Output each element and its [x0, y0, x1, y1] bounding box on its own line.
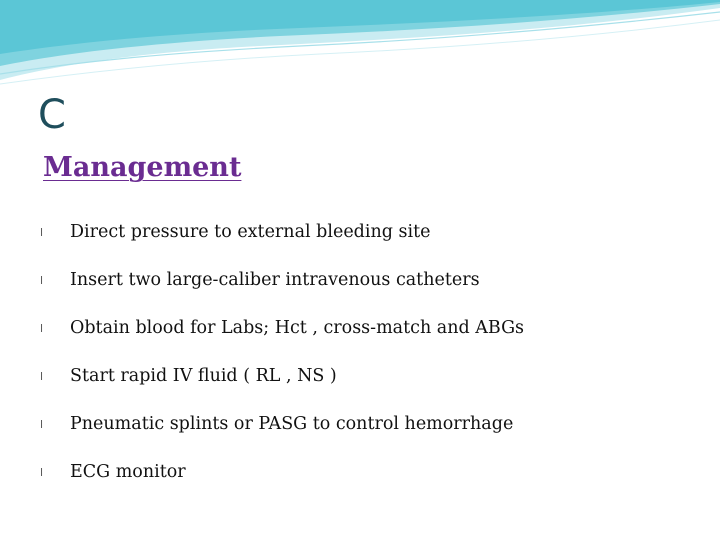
header-wave-decoration: [0, 0, 720, 90]
bullet-list: [40, 214, 700, 502]
bullet-icon: l: [40, 225, 44, 239]
list-item: [40, 406, 700, 442]
list-item: [40, 310, 700, 346]
list-item: [40, 214, 700, 250]
list-item-text: Insert two large-caliber intravenous catheters: [70, 270, 480, 290]
list-item-text: Start rapid IV fluid ( RL , NS ): [70, 366, 337, 386]
bullet-icon: l: [40, 321, 44, 335]
slide-title: C: [38, 92, 66, 138]
list-item: [40, 262, 700, 298]
list-item-text: Pneumatic splints or PASG to control hemorrhage: [70, 414, 514, 434]
list-item: [40, 454, 700, 490]
list-item-text: Direct pressure to external bleeding site: [70, 222, 431, 242]
slide-subtitle: Management: [43, 152, 242, 183]
bullet-icon: l: [40, 465, 44, 479]
list-item-text: ECG monitor: [70, 462, 186, 482]
bullet-icon: l: [40, 417, 44, 431]
bullet-icon: l: [40, 369, 44, 383]
list-item-text: Obtain blood for Labs; Hct , cross-match and ABGs: [70, 318, 525, 338]
list-item: [40, 358, 700, 394]
bullet-icon: l: [40, 273, 44, 287]
